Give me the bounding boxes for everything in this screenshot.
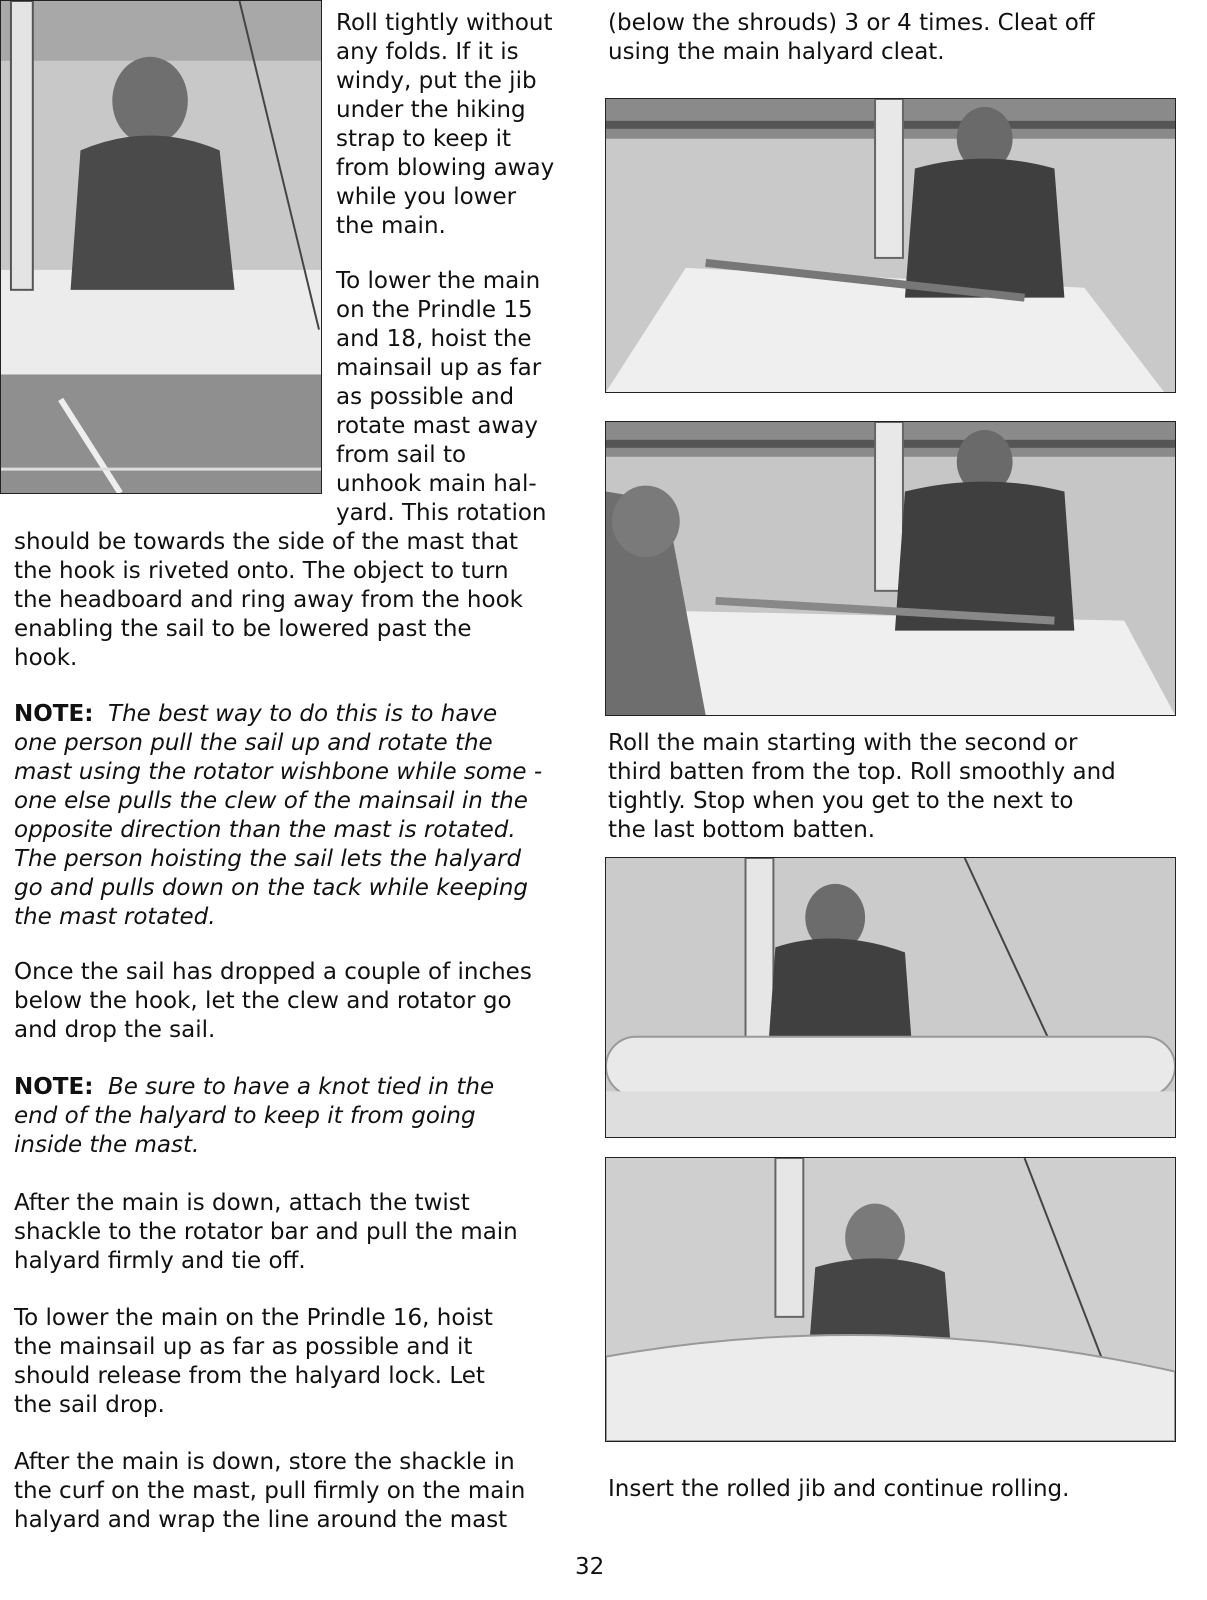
lower-main-text-narrow: To lower the main on the Prindle 15 and 18, hoist the mainsail up as far as possible and rotate mast away from sail to unhook main hal- yard. This rotation: [336, 268, 547, 526]
photo-rolled-main: [605, 857, 1176, 1138]
store-shackle-text: After the main is down, store the shackle in the curf on the mast, pull firmly on the main halyard and wrap the line around the mast: [14, 1449, 526, 1533]
insert-jib-caption: Insert the rolled jib and continue rolling.: [608, 1476, 1070, 1502]
note-body: The best way to do this is to have one person pull the sail up and rotate the mast using the rotator wishbone while some - one else pulls the clew of the mainsail in the opposite direction than the mast is rotated. The person hoisting the sail lets the halyard go and pulls down on the tack while keeping the mast rotated.: [14, 701, 543, 930]
drop-sail-text: Once the sail has dropped a couple of inches below the hook, let the clew and rotator go and drop the sail.: [14, 959, 532, 1043]
roll-main-caption: Roll the main starting with the second or third batten from the top. Roll smoothly and tightly. Stop when you get to the next to the last bottom batten.: [608, 730, 1116, 843]
note-label: NOTE:: [14, 1074, 94, 1100]
photo-main-sail-batten: [605, 98, 1176, 393]
lower-main-text-wide: should be towards the side of the mast that the hook is riveted onto. The object to turn the headboard and ring away from the hook enabling the sail to be lowered past the hook.: [14, 529, 523, 671]
attach-shackle-text: After the main is down, attach the twist shackle to the rotator bar and pull the main halyard firmly and tie off.: [14, 1190, 518, 1274]
photo-insert-jib: [605, 1157, 1176, 1442]
prindle16-text: To lower the main on the Prindle 16, hoist the mainsail up as far as possible and it should release from the halyard lock. Let the sail drop.: [14, 1305, 493, 1418]
note-rotate-mast: [14, 700, 584, 932]
note-body: Be sure to have a knot tied in the end of the halyard to keep it from going inside the mast.: [14, 1074, 495, 1158]
note-label: NOTE:: [14, 701, 94, 727]
page-number: 32: [575, 1554, 605, 1580]
continued-text: (below the shrouds) 3 or 4 times. Cleat off using the main halyard cleat.: [608, 10, 1095, 65]
intro-text: Roll tightly without any folds. If it is windy, put the jib under the hiking strap to keep it from blowing away while you lower the main.: [336, 10, 555, 239]
photo-two-people-rolling: [605, 421, 1176, 716]
note-halyard-knot: [14, 1073, 584, 1160]
photo-rolling-jib: [0, 0, 322, 494]
